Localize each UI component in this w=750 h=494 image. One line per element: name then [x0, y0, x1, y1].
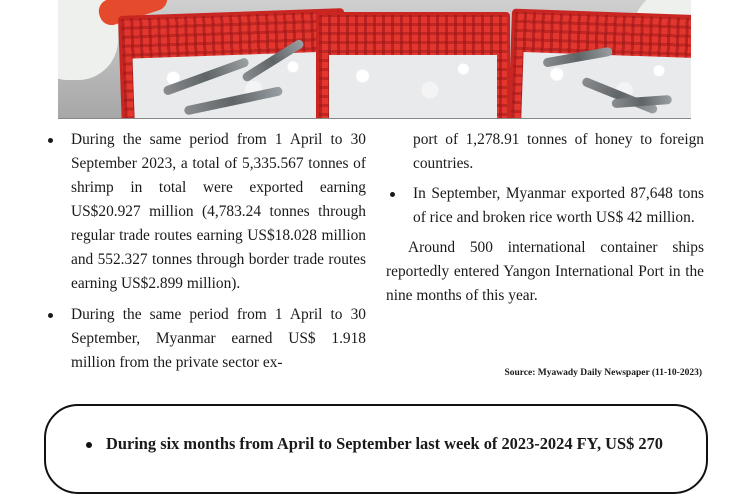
container-ships-paragraph: Around 500 international container ships reportedly entered Yangon International Port in the nine months of this year. [386, 239, 704, 304]
bullet-list-right [386, 182, 704, 230]
red-basket-right [508, 9, 691, 119]
left-column [44, 128, 366, 375]
source-citation: Source: Myawady Daily Newspaper (11-10-2023) [504, 368, 702, 378]
shrimp-basket-photo [58, 0, 691, 119]
bullet-shrimp-exports: During the same period from 1 April to 30 September 2023, a total of 5,335.567 tonnes of shrimp in total were exported earning US$20.927 million (4,783.24 tonnes through regular trade routes earning US$18.028 million and 552.327 tonnes through border trade routes earning US$2.899 million). [44, 128, 366, 296]
highlight-box [44, 404, 708, 494]
red-basket-left [118, 8, 348, 119]
bullet-honey-exports: During the same period from 1 April to 30 September, Myanmar earned US$ 1.918 million from the private sector ex- [44, 303, 366, 375]
honey-continuation: port of 1,278.91 tonnes of honey to foreign countries. [413, 131, 704, 172]
ice [329, 55, 497, 119]
highlight-text: During six months from April to September last week of 2023-2024 FY, US$ 270 [106, 434, 686, 454]
bullet-rice-exports: In September, Myanmar exported 87,648 tons of rice and broken rice worth US$ 42 million. [386, 182, 704, 230]
bullet-list-left [44, 128, 366, 375]
red-basket-middle [316, 12, 510, 119]
right-column [386, 128, 704, 308]
